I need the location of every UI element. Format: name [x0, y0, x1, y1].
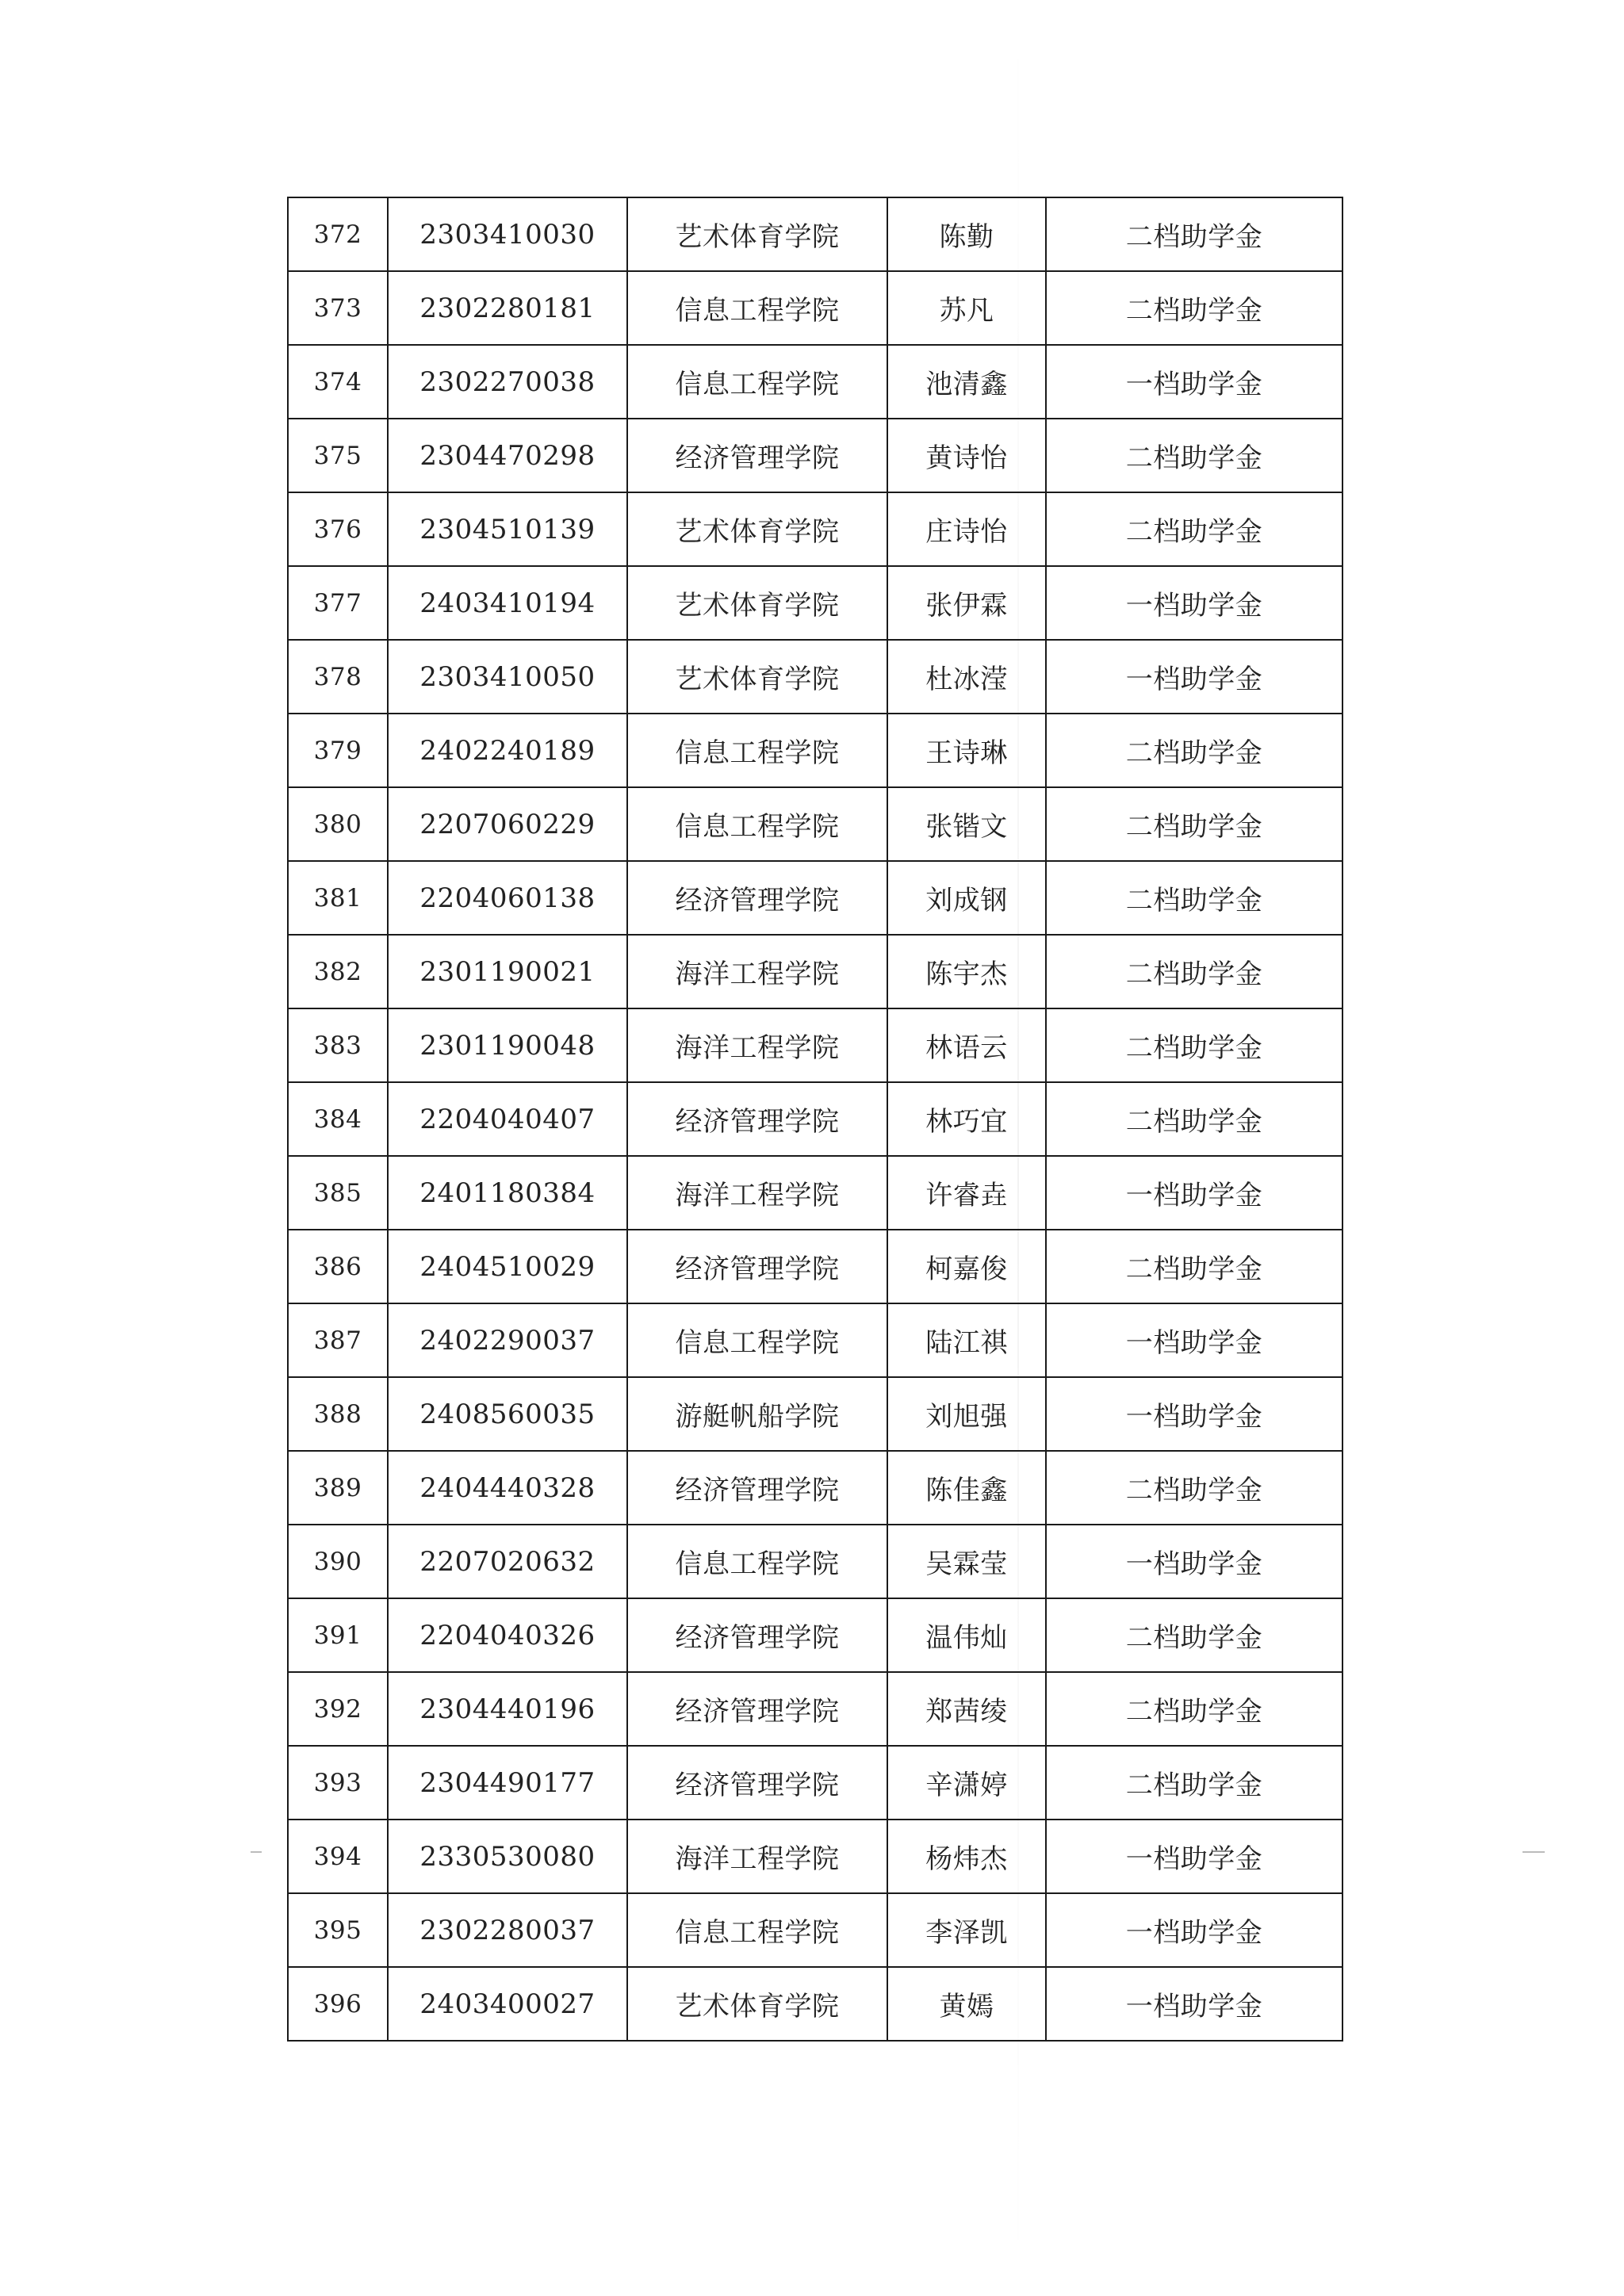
grant-level-cell: 二档助学金 — [1046, 1008, 1342, 1082]
student-name-cell: 陈勤 — [887, 197, 1046, 271]
student-id-cell: 2304510139 — [388, 492, 627, 566]
serial-number-cell: 376 — [288, 492, 388, 566]
student-id-cell: 2303410030 — [388, 197, 627, 271]
student-name-cell: 李泽凯 — [887, 1893, 1046, 1967]
student-id-cell: 2330530080 — [388, 1820, 627, 1893]
table-row — [288, 1156, 1342, 1230]
grant-level-cell: 二档助学金 — [1046, 935, 1342, 1008]
table-row — [288, 787, 1342, 861]
grant-recipient-table — [287, 197, 1343, 2042]
student-id-cell: 2403410194 — [388, 566, 627, 640]
grant-level-cell: 二档助学金 — [1046, 1451, 1342, 1525]
student-name-cell: 黄嫣 — [887, 1967, 1046, 2041]
college-cell: 艺术体育学院 — [627, 566, 887, 640]
table-row — [288, 1008, 1342, 1082]
student-id-cell: 2204040407 — [388, 1082, 627, 1156]
table-row — [288, 1303, 1342, 1377]
college-cell: 海洋工程学院 — [627, 1156, 887, 1230]
student-id-cell: 2302280181 — [388, 271, 627, 345]
college-cell: 海洋工程学院 — [627, 1820, 887, 1893]
student-id-cell: 2207020632 — [388, 1525, 627, 1598]
table-row — [288, 1525, 1342, 1598]
college-cell: 信息工程学院 — [627, 1525, 887, 1598]
serial-number-cell: 389 — [288, 1451, 388, 1525]
table-row — [288, 271, 1342, 345]
grant-level-cell: 二档助学金 — [1046, 271, 1342, 345]
grant-level-cell: 一档助学金 — [1046, 1967, 1342, 2041]
grant-level-cell: 一档助学金 — [1046, 1156, 1342, 1230]
serial-number-cell: 372 — [288, 197, 388, 271]
grant-level-cell: 二档助学金 — [1046, 1230, 1342, 1303]
student-name-cell: 杜冰滢 — [887, 640, 1046, 714]
serial-number-cell: 392 — [288, 1672, 388, 1746]
serial-number-cell: 396 — [288, 1967, 388, 2041]
student-id-cell: 2303410050 — [388, 640, 627, 714]
student-id-cell: 2408560035 — [388, 1377, 627, 1451]
student-name-cell: 张锴文 — [887, 787, 1046, 861]
grant-level-cell: 二档助学金 — [1046, 1082, 1342, 1156]
college-cell: 信息工程学院 — [627, 714, 887, 787]
grant-level-cell: 一档助学金 — [1046, 1893, 1342, 1967]
scan-margin-mark-right — [1522, 1851, 1545, 1853]
serial-number-cell: 383 — [288, 1008, 388, 1082]
student-name-cell: 郑茜绫 — [887, 1672, 1046, 1746]
serial-number-cell: 380 — [288, 787, 388, 861]
student-name-cell: 苏凡 — [887, 271, 1046, 345]
serial-number-cell: 381 — [288, 861, 388, 935]
student-id-cell: 2204060138 — [388, 861, 627, 935]
grant-level-cell: 二档助学金 — [1046, 714, 1342, 787]
college-cell: 经济管理学院 — [627, 1598, 887, 1672]
grant-level-cell: 一档助学金 — [1046, 1525, 1342, 1598]
table-row — [288, 1598, 1342, 1672]
serial-number-cell: 390 — [288, 1525, 388, 1598]
grant-level-cell: 一档助学金 — [1046, 1303, 1342, 1377]
student-name-cell: 黄诗怡 — [887, 419, 1046, 492]
grant-level-cell: 二档助学金 — [1046, 197, 1342, 271]
student-name-cell: 刘旭强 — [887, 1377, 1046, 1451]
table-row — [288, 935, 1342, 1008]
college-cell: 经济管理学院 — [627, 1672, 887, 1746]
student-id-cell: 2404440328 — [388, 1451, 627, 1525]
table-row — [288, 492, 1342, 566]
student-name-cell: 柯嘉俊 — [887, 1230, 1046, 1303]
serial-number-cell: 393 — [288, 1746, 388, 1820]
grant-level-cell: 二档助学金 — [1046, 492, 1342, 566]
table-row — [288, 419, 1342, 492]
student-name-cell: 张伊霖 — [887, 566, 1046, 640]
college-cell: 经济管理学院 — [627, 1082, 887, 1156]
table-row — [288, 1820, 1342, 1893]
grant-level-cell: 一档助学金 — [1046, 1377, 1342, 1451]
student-name-cell: 陈佳鑫 — [887, 1451, 1046, 1525]
student-id-cell: 2207060229 — [388, 787, 627, 861]
grant-level-cell: 二档助学金 — [1046, 787, 1342, 861]
grant-level-cell: 一档助学金 — [1046, 640, 1342, 714]
student-id-cell: 2304440196 — [388, 1672, 627, 1746]
serial-number-cell: 378 — [288, 640, 388, 714]
student-id-cell: 2404510029 — [388, 1230, 627, 1303]
student-name-cell: 许睿垚 — [887, 1156, 1046, 1230]
college-cell: 海洋工程学院 — [627, 935, 887, 1008]
serial-number-cell: 391 — [288, 1598, 388, 1672]
serial-number-cell: 385 — [288, 1156, 388, 1230]
table-row — [288, 1082, 1342, 1156]
serial-number-cell: 395 — [288, 1893, 388, 1967]
college-cell: 信息工程学院 — [627, 271, 887, 345]
student-id-cell: 2301190021 — [388, 935, 627, 1008]
student-name-cell: 池清鑫 — [887, 345, 1046, 419]
student-name-cell: 刘成钢 — [887, 861, 1046, 935]
student-id-cell: 2304470298 — [388, 419, 627, 492]
grant-level-cell: 一档助学金 — [1046, 566, 1342, 640]
table-body — [288, 197, 1342, 2041]
scan-margin-mark-left — [251, 1851, 262, 1853]
college-cell: 信息工程学院 — [627, 787, 887, 861]
serial-number-cell: 394 — [288, 1820, 388, 1893]
grant-level-cell: 二档助学金 — [1046, 1598, 1342, 1672]
college-cell: 经济管理学院 — [627, 1230, 887, 1303]
college-cell: 海洋工程学院 — [627, 1008, 887, 1082]
student-id-cell: 2301190048 — [388, 1008, 627, 1082]
table-row — [288, 1377, 1342, 1451]
student-id-cell: 2302280037 — [388, 1893, 627, 1967]
college-cell: 经济管理学院 — [627, 1746, 887, 1820]
table-row — [288, 714, 1342, 787]
table-row — [288, 566, 1342, 640]
student-id-cell: 2304490177 — [388, 1746, 627, 1820]
student-name-cell: 陈宇杰 — [887, 935, 1046, 1008]
student-name-cell: 吴霖莹 — [887, 1525, 1046, 1598]
college-cell: 信息工程学院 — [627, 345, 887, 419]
grant-level-cell: 一档助学金 — [1046, 1820, 1342, 1893]
student-name-cell: 温伟灿 — [887, 1598, 1046, 1672]
serial-number-cell: 384 — [288, 1082, 388, 1156]
student-id-cell: 2402290037 — [388, 1303, 627, 1377]
serial-number-cell: 388 — [288, 1377, 388, 1451]
college-cell: 艺术体育学院 — [627, 197, 887, 271]
table-row — [288, 345, 1342, 419]
student-name-cell: 林巧宜 — [887, 1082, 1046, 1156]
college-cell: 游艇帆船学院 — [627, 1377, 887, 1451]
serial-number-cell: 373 — [288, 271, 388, 345]
student-id-cell: 2204040326 — [388, 1598, 627, 1672]
student-id-cell: 2302270038 — [388, 345, 627, 419]
college-cell: 经济管理学院 — [627, 861, 887, 935]
college-cell: 艺术体育学院 — [627, 640, 887, 714]
student-name-cell: 陆江祺 — [887, 1303, 1046, 1377]
table-row — [288, 1230, 1342, 1303]
grant-level-cell: 二档助学金 — [1046, 861, 1342, 935]
serial-number-cell: 374 — [288, 345, 388, 419]
serial-number-cell: 382 — [288, 935, 388, 1008]
serial-number-cell: 386 — [288, 1230, 388, 1303]
serial-number-cell: 387 — [288, 1303, 388, 1377]
student-id-cell: 2401180384 — [388, 1156, 627, 1230]
student-id-cell: 2402240189 — [388, 714, 627, 787]
table-row — [288, 1967, 1342, 2041]
college-cell: 经济管理学院 — [627, 1451, 887, 1525]
college-cell: 艺术体育学院 — [627, 492, 887, 566]
grant-level-cell: 二档助学金 — [1046, 1672, 1342, 1746]
college-cell: 艺术体育学院 — [627, 1967, 887, 2041]
college-cell: 经济管理学院 — [627, 419, 887, 492]
student-name-cell: 林语云 — [887, 1008, 1046, 1082]
student-id-cell: 2403400027 — [388, 1967, 627, 2041]
student-name-cell: 杨炜杰 — [887, 1820, 1046, 1893]
grant-level-cell: 二档助学金 — [1046, 1746, 1342, 1820]
table-row — [288, 640, 1342, 714]
table-row — [288, 1672, 1342, 1746]
table-row — [288, 861, 1342, 935]
student-name-cell: 庄诗怡 — [887, 492, 1046, 566]
grant-level-cell: 二档助学金 — [1046, 419, 1342, 492]
student-name-cell: 王诗琳 — [887, 714, 1046, 787]
serial-number-cell: 379 — [288, 714, 388, 787]
student-name-cell: 辛潇婷 — [887, 1746, 1046, 1820]
table-row — [288, 197, 1342, 271]
table-row — [288, 1451, 1342, 1525]
table-row — [288, 1893, 1342, 1967]
serial-number-cell: 377 — [288, 566, 388, 640]
college-cell: 信息工程学院 — [627, 1303, 887, 1377]
serial-number-cell: 375 — [288, 419, 388, 492]
grant-level-cell: 一档助学金 — [1046, 345, 1342, 419]
table-row — [288, 1746, 1342, 1820]
college-cell: 信息工程学院 — [627, 1893, 887, 1967]
